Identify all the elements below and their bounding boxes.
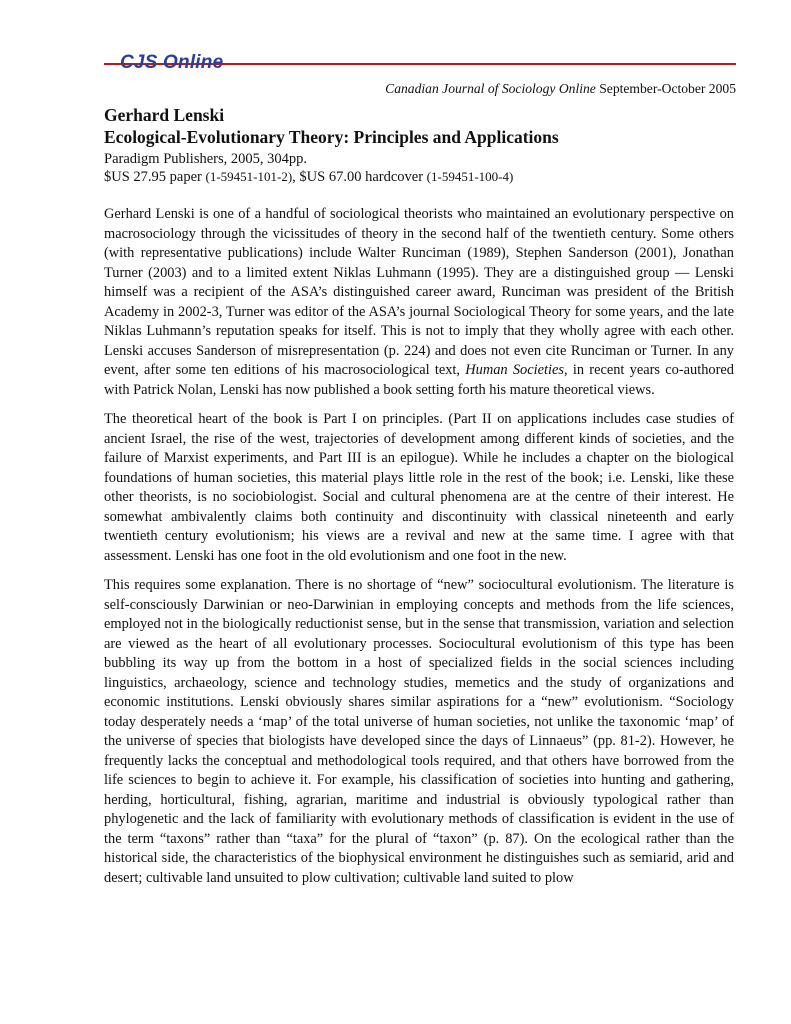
paragraph-1-text-a: Gerhard Lenski is one of a handful of sociological theorists who maintained an evolutionary perspective on macrosociology through the vicissitudes of theory in the second half of the twentieth century. Some others (with representative publications) include Walter Runciman (1989), Stephen Sanderson (2001), Jonathan Turner (2003) and to a limited extent Niklas Luhmann (1995). They are a distinguished group — Lenski himself was a recipient of the ASA’s distinguished career award, Runciman was president of the British Academy in 2002-3, Turner was editor of the ASA’s journal Sociological Theory for some years, and the late Niklas Luhmann’s reputation speaks for itself. This is not to imply that they wholly agree with each other. Lenski accuses Sanderson of misrepresentation (p. 224) and does not even cite Runciman or Turner. In any event, after some ten editions of his macrosociological text, — [104, 206, 734, 378]
paragraph-1-italic: Human Societies — [465, 362, 565, 378]
book-author: Gerhard Lenski — [104, 105, 225, 125]
isbn-paper: (1-59451-101-2) — [205, 169, 293, 184]
isbn-hardcover: (1-59451-100-4) — [426, 169, 514, 184]
publisher-info: Paradigm Publishers, 2005, 304pp. — [104, 151, 307, 167]
price-hardcover: , $US 67.00 hardcover — [292, 169, 427, 185]
paragraph-1 — [104, 205, 734, 400]
review-body — [104, 205, 734, 898]
price-info — [104, 168, 736, 186]
journal-logo — [104, 52, 736, 74]
logo-text: CJS Online — [120, 52, 224, 73]
book-title: Ecological-Evolutionary Theory: Principles and Applications — [104, 127, 559, 147]
journal-name: Canadian Journal of Sociology Online — [385, 81, 596, 96]
journal-citation — [385, 81, 736, 97]
paragraph-1-text-b: , in recent years co-authored with Patrick Nolan, Lenski has now published a book setting forth his mature theoretical views. — [104, 362, 734, 398]
journal-date: September-October 2005 — [599, 81, 736, 96]
price-paper: $US 27.95 paper — [104, 169, 206, 185]
review-header — [104, 104, 736, 186]
paragraph-3: This requires some explanation. There is no shortage of “new” sociocultural evolutionism. The literature is self-consciously Darwinian or neo-Darwinian in employing concepts and methods from the life sciences, employed not in the biologically reductionist sense, but in the sense that transmission, variation and selection are viewed as the heart of all evolutionary processes. Sociocultural evolutionism of this type has been bubbling its way up from the bottom in a host of specialized fields in the social sciences including linguistics, archaeology, science and technology studies, memetics and the study of organizations and economic institutions. Lenski obviously shares similar aspirations for a “new” evolutionism. “Sociology today desperately needs a ‘map’ of the total universe of human societies, not unlike the taxonomic ‘map’ of the universe of species that biologists have developed since the days of Linnaeus” (pp. 81-2). However, he frequently lacks the conceptual and methodological tools required, and that others have borrowed from the life sciences to begin to achieve it. For example, his classification of societies into hunting and gathering, herding, horticultural, fishing, agrarian, maritime and industrial is obviously typological rather than phylogenetic and the lack of familiarity with evolutionary methods of classification is evident in the use of the term “taxons” rather than “taxa” for the plural of “taxon” (p. 87). On the ecological rather than the historical side, the characteristics of the biophysical environment he distinguishes such as semiarid, arid and desert; cultivable land unsuited to plow cultivation; cultivable land suited to plow — [104, 577, 734, 886]
paragraph-2: The theoretical heart of the book is Part I on principles. (Part II on applications includes case studies of ancient Israel, the rise of the west, trajectories of development among different kinds of societies, and the failure of Marxist experiments, and Part III is an epilogue). While he includes a chapter on the biological foundations of human societies, this material plays little role in the rest of the book; i.e. Lenski, like these other theorists, is no sociobiologist. Social and cultural phenomena are at the centre of their interest. He somewhat ambivalently claims both continuity and discontinuity with classical nineteenth and early twentieth century evolutionism; his views are a revival and new at the same time. I agree with that assessment. Lenski has one foot in the old evolutionism and one foot in the new. — [104, 411, 734, 564]
